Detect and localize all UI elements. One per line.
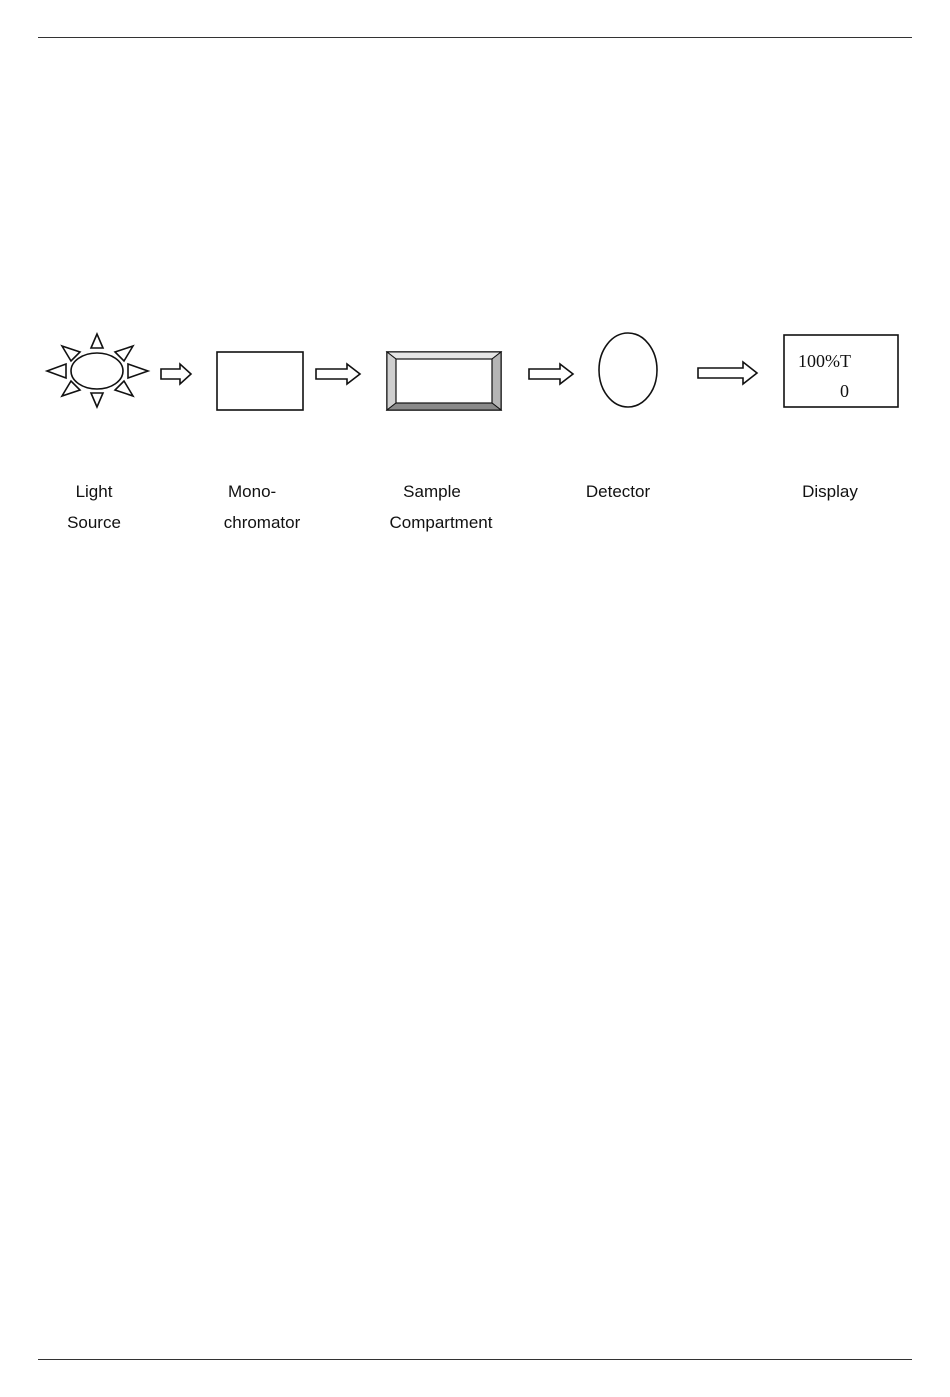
label-display: Display	[802, 482, 858, 501]
hollow-right-arrow-icon	[161, 364, 191, 384]
display-screen-icon	[784, 335, 898, 407]
hollow-right-arrow-icon	[529, 364, 573, 384]
label-detector: Detector	[585, 482, 651, 501]
display-readout-line2: 0	[840, 381, 849, 401]
display-readout-line1: 100%T	[798, 351, 851, 371]
beveled-box-icon	[387, 352, 501, 410]
rectangle-box-icon	[217, 352, 303, 410]
label-sample-compartment: Sample Compartment	[389, 482, 493, 532]
ellipse-icon	[599, 333, 657, 407]
label-monochromator: Mono- chromator	[223, 482, 301, 532]
sun-icon	[47, 334, 148, 407]
hollow-right-arrow-icon	[316, 364, 360, 384]
hollow-right-arrow-icon	[698, 362, 757, 384]
label-light-source: Light Source	[67, 482, 121, 532]
